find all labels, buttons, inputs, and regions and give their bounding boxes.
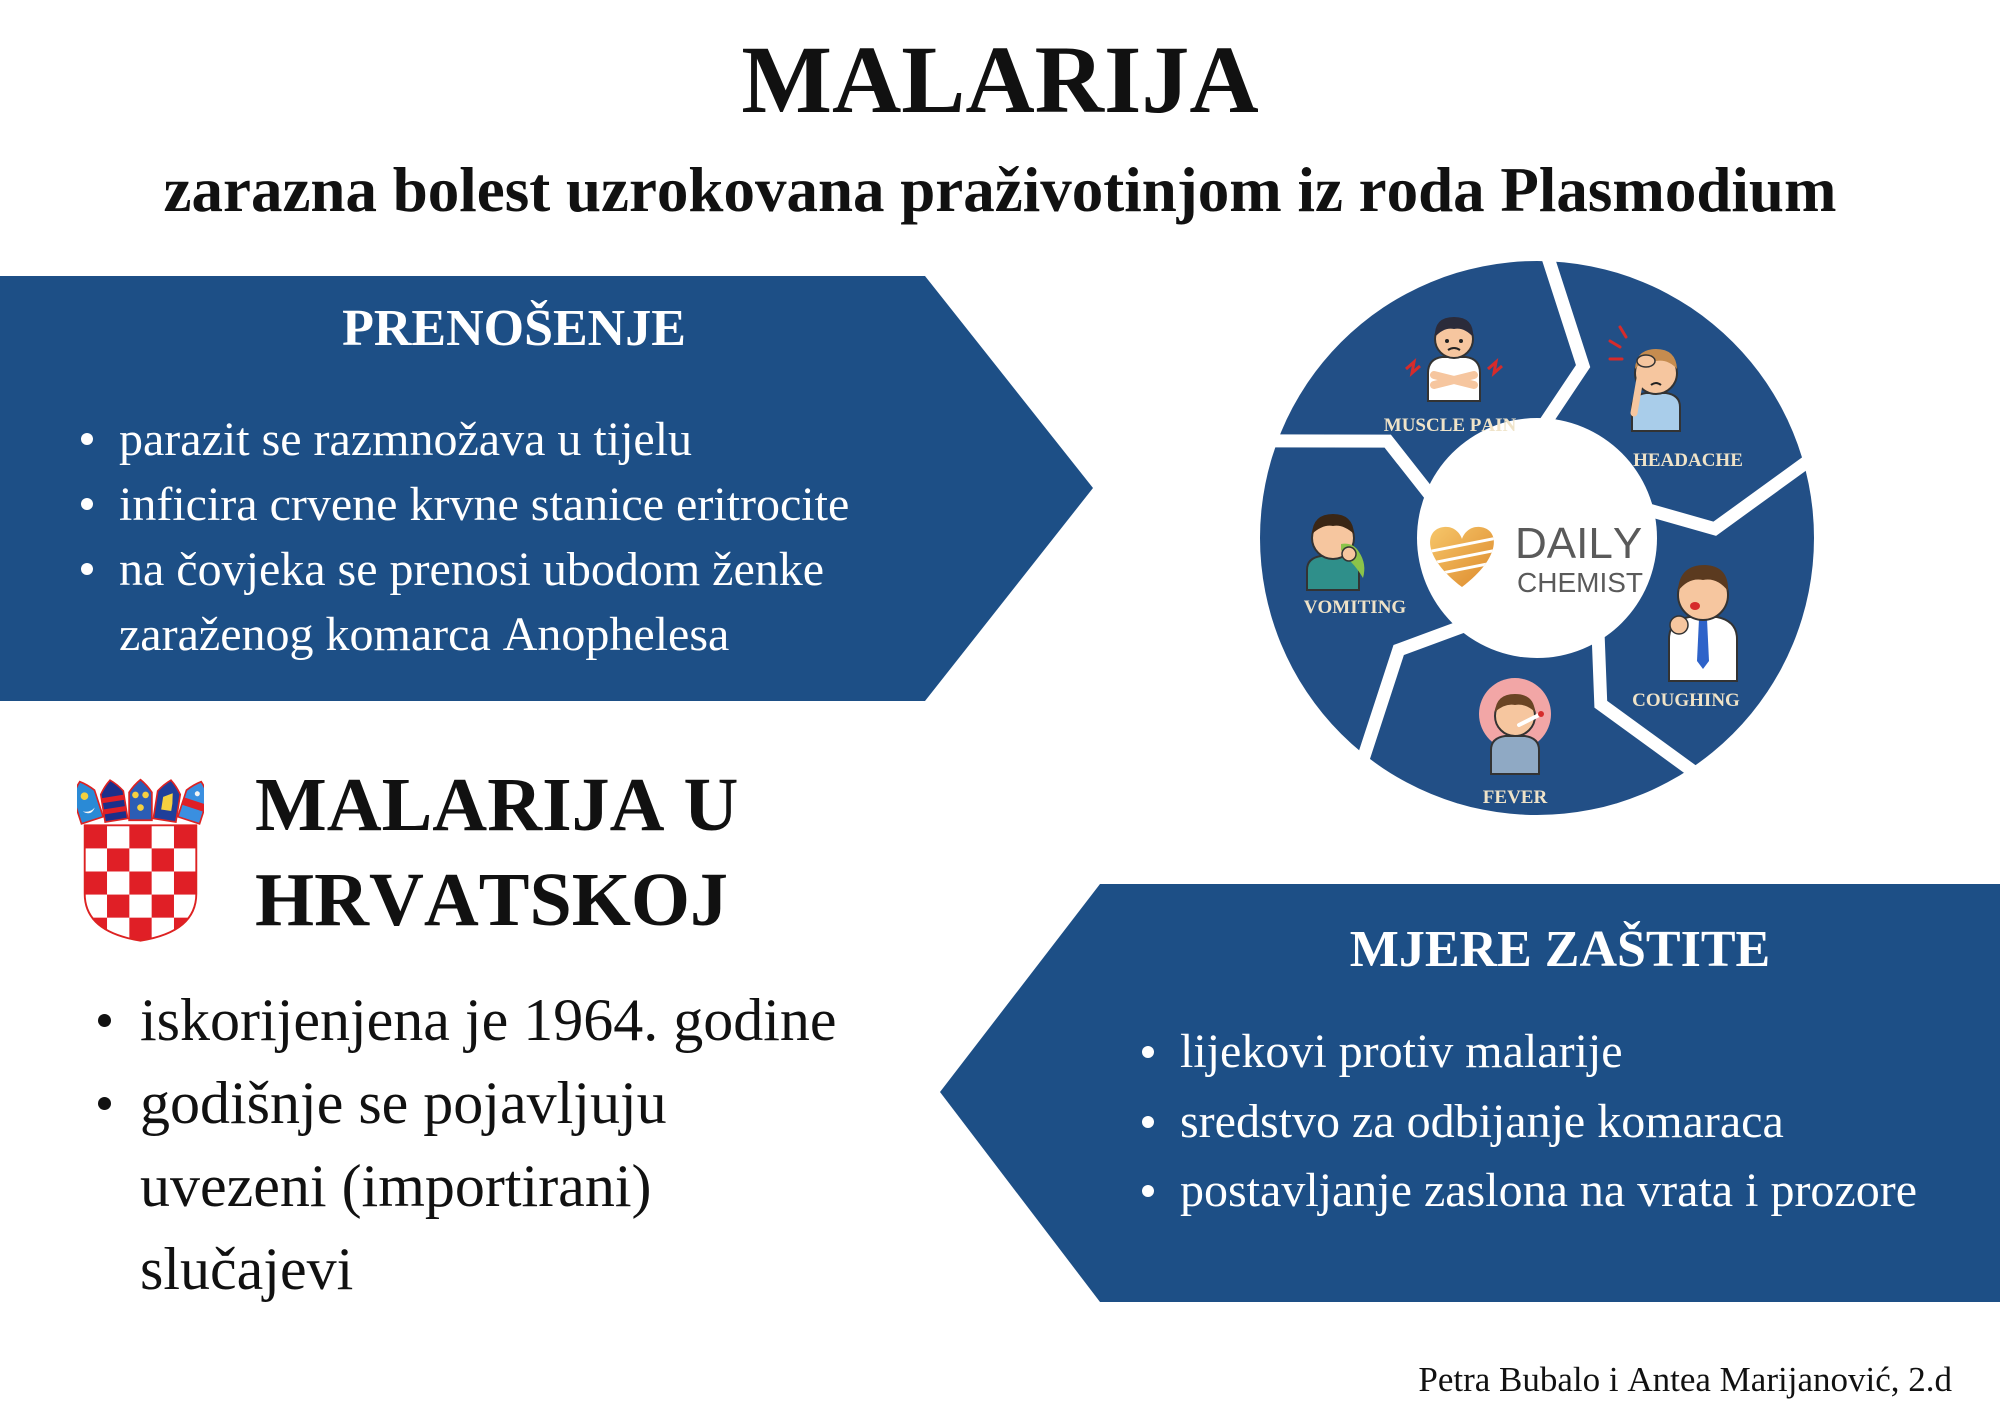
bullet-dot	[98, 1097, 111, 1110]
bullet-dot	[81, 498, 93, 510]
mouth	[1690, 602, 1700, 610]
shirt	[1491, 736, 1539, 774]
page-title: MALARIJA	[741, 26, 1259, 133]
crown	[77, 778, 204, 824]
bullet-dot	[1142, 1116, 1154, 1128]
protection-bullet	[1142, 1156, 1980, 1226]
crossed-arms	[1434, 375, 1474, 385]
segment-label-coughing: COUGHING	[1632, 690, 1740, 711]
bullet-text: lijekovi protiv malarije	[1180, 1025, 1623, 1078]
croatia-heading: MALARIJA U HRVATSKOJ	[255, 763, 739, 942]
protection-heading: MJERE ZAŠTITE	[1349, 921, 1771, 978]
crown-shield-croatia	[77, 778, 103, 824]
bullet-text: parazit se razmnožava u tijelu	[119, 413, 693, 466]
segment-label-vomiting: VOMITING	[1303, 597, 1407, 618]
hand	[1637, 355, 1655, 367]
bullet-text: sredstvo za odbijanje komaraca	[1180, 1094, 1784, 1148]
segment-label-fever: FEVER	[1482, 787, 1548, 808]
croatia-bullet	[0, 979, 852, 1062]
bullet-text: iskorijenjena je 1964. godine	[140, 987, 837, 1053]
tie	[1697, 619, 1709, 669]
eye	[1459, 339, 1463, 343]
protection-bullet	[1142, 1087, 1980, 1157]
bullet-text: na čovjeka se prenosi ubodom ženke zaraženog komarca Anophelesa	[119, 543, 825, 661]
symptoms-ring-diagram	[1247, 248, 1827, 828]
eye	[1445, 339, 1449, 343]
segment-label-headache: HEADACHE	[1633, 450, 1743, 471]
coughing-person-icon	[1669, 565, 1737, 681]
segment-label-muscle-pain: MUSCLE PAIN	[1383, 415, 1517, 436]
bullet-dot	[1142, 1185, 1154, 1197]
author-credit: Petra Bubalo i Antea Marijanović, 2.d	[1418, 1360, 1952, 1399]
protection-bullet	[1142, 1017, 1980, 1087]
croatia-bullet-list	[0, 979, 852, 1311]
bullet-dot	[98, 1014, 111, 1027]
bullet-dot	[1142, 1046, 1154, 1058]
bullet-dot	[81, 563, 93, 575]
croatia-bullet	[0, 1062, 852, 1311]
page-subtitle: zarazna bolest uzrokovana praživotinjom iz roda Plasmodium	[163, 155, 1837, 225]
croatian-coat-of-arms-icon	[77, 767, 204, 942]
hand	[1342, 547, 1356, 561]
bullet-dot	[81, 433, 93, 445]
logo-text-line2: CHEMIST	[1517, 567, 1643, 598]
checkerboard-shield	[85, 825, 197, 940]
protection-bullet-list	[1142, 1017, 1980, 1226]
transmission-bullet	[0, 537, 879, 667]
transmission-bullet	[0, 407, 879, 472]
bullet-text: postavljanje zaslona na vrata i prozore	[1180, 1164, 1918, 1217]
bullet-text: godišnje se pojavljuju uvezeni (importirani) slučajevi	[140, 1070, 667, 1302]
transmission-heading: PRENOŠENJE	[342, 300, 686, 357]
fist	[1670, 616, 1688, 634]
crown-shield-dalmatia	[129, 780, 152, 821]
transmission-bullet	[0, 472, 879, 537]
logo-text-line1: DAILY	[1515, 519, 1643, 568]
bullet-text: inficira crvene krvne stanice eritrocite	[119, 478, 850, 531]
transmission-bullet-list	[0, 407, 879, 667]
crown-shield-slavonia	[178, 778, 204, 824]
thermometer-bulb	[1538, 711, 1544, 717]
